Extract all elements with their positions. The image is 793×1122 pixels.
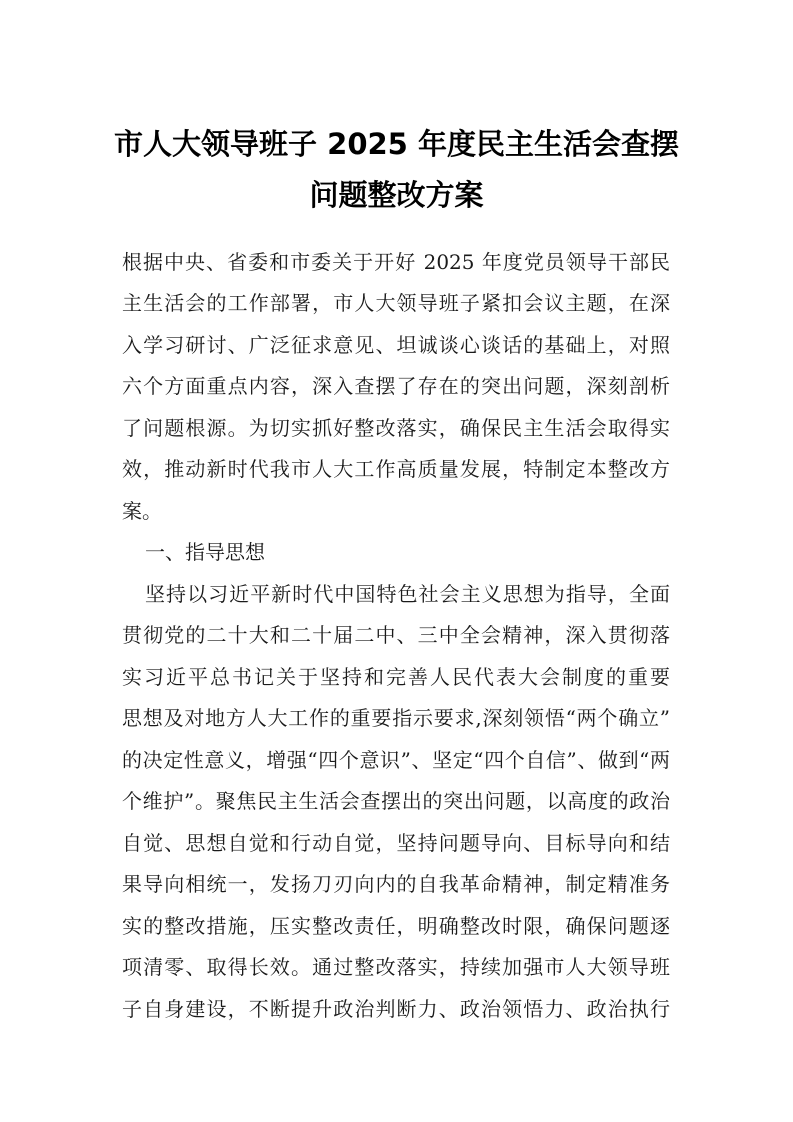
paragraph-line: 贯彻党的二十大和二十届二中、三中全会精神，深入贯彻落 (122, 623, 670, 647)
paragraph-line: 个维护”。聚焦民主生活会查摆出的突出问题，以高度的政治 (122, 789, 670, 813)
paragraph-line: 果导向相统一，发扬刀刃向内的自我革命精神，制定精准务 (122, 872, 670, 896)
paragraph-line: 坚持以习近平新时代中国特色社会主义思想为指导，全面 (145, 582, 670, 606)
paragraph-line: 实的整改措施，压实整改责任，明确整改时限，确保问题逐 (122, 914, 670, 938)
paragraph-line: 入学习研讨、广泛征求意见、坦诚谈心谈话的基础上，对照 (122, 333, 670, 357)
paragraph-line: 六个方面重点内容，深入查摆了存在的突出问题，深刻剖析 (122, 374, 670, 398)
paragraph-line: 自觉、思想自觉和行动自觉，坚持问题导向、目标导向和结 (122, 831, 670, 855)
paragraph-line: 根据中央、省委和市委关于开好 2025 年度党员领导干部民 (122, 250, 670, 274)
paragraph-line: 项清零、取得长效。通过整改落实，持续加强市人大领导班 (122, 955, 670, 979)
paragraph-line: 了问题根源。为切实抓好整改落实，确保民主生活会取得实 (122, 416, 670, 440)
section-heading-text: 一、指导思想 (145, 540, 265, 564)
document-title-line-2: 问题整改方案 (309, 178, 484, 212)
paragraph-line: 的决定性意义，增强“四个意识”、坚定“四个自信”、做到“两 (122, 748, 670, 772)
paragraph-line: 实习近平总书记关于坚持和完善人民代表大会制度的重要 (122, 665, 670, 689)
paragraph-line: 效，推动新时代我市人大工作高质量发展，特制定本整改方 (122, 457, 670, 481)
document-title-line-1: 市人大领导班子 2025 年度民主生活会查摆 (114, 127, 679, 161)
paragraph-line: 思想及对地方人大工作的重要指示要求,深刻领悟“两个确立” (122, 706, 670, 730)
paragraph-line: 子自身建设，不断提升政治判断力、政治领悟力、政治执行 (122, 997, 670, 1021)
paragraph-line: 主生活会的工作部署，市人大领导班子紧扣会议主题，在深 (122, 291, 670, 315)
paragraph-line: 案。 (122, 499, 162, 523)
